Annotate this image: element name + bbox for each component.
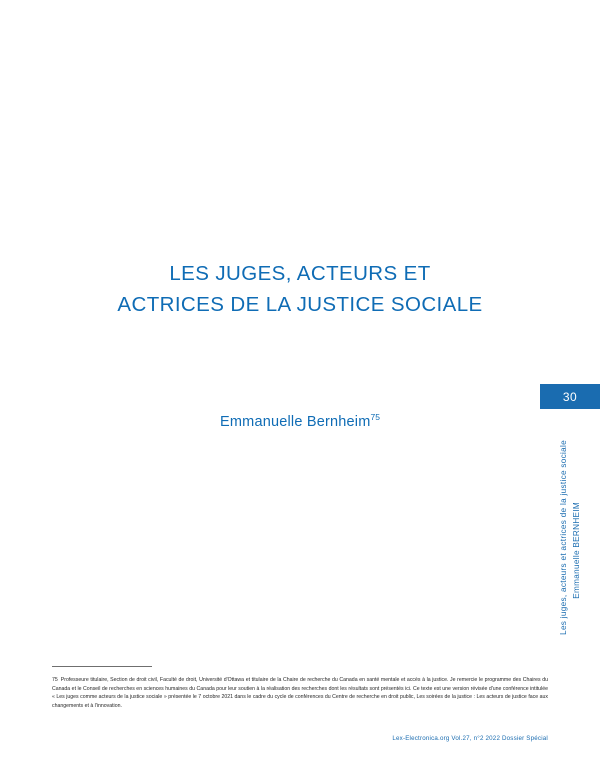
footer	[392, 735, 548, 742]
footnote-text: Professeure titulaire, Section de droit civil, Faculté de droit, Université d'Ottawa et titulaire de la Chaire de recherche du Canada en santé mentale et accès à la justice. Je remercie le programme des Chaires du Canada et le Conseil de recherches en sciences humaines du Canada pour leur soutien à la réalisation des recherches dont les résultats sont présentés ici. Ce texte est une version révisée d'une conférence intitulée « Les juges comme acteurs de la justice sociale » présentée le 7 octobre 2021 dans le cadre du cycle de conférences du Centre de recherche en droit public, Les soirées de la justice : Les acteurs de justice face aux changements et à l'innovation.	[52, 677, 548, 709]
footnote	[52, 676, 548, 710]
title-line-1: LES JUGES, ACTEURS ET	[169, 262, 431, 285]
title-line-2: ACTRICES DE LA JUSTICE SOCIALE	[117, 293, 483, 316]
page-number-badge: 30	[540, 384, 600, 409]
footer-text: Lex-Electronica.org Vol.27, n°2 2022 Dossier Spécial	[392, 735, 548, 742]
page-title	[60, 258, 540, 320]
author-name: Emmanuelle Bernheim	[220, 414, 371, 431]
running-head-author: Emmanuelle BERNHEIM	[572, 502, 581, 599]
footnote-number: 75	[52, 677, 58, 683]
running-head-rail	[550, 440, 590, 680]
author-footnote-marker: 75	[370, 412, 380, 422]
footnote-separator	[52, 666, 152, 667]
running-head-title: Les juges, acteurs et actrices de la justice sociale	[559, 440, 568, 635]
author-block	[60, 412, 540, 431]
